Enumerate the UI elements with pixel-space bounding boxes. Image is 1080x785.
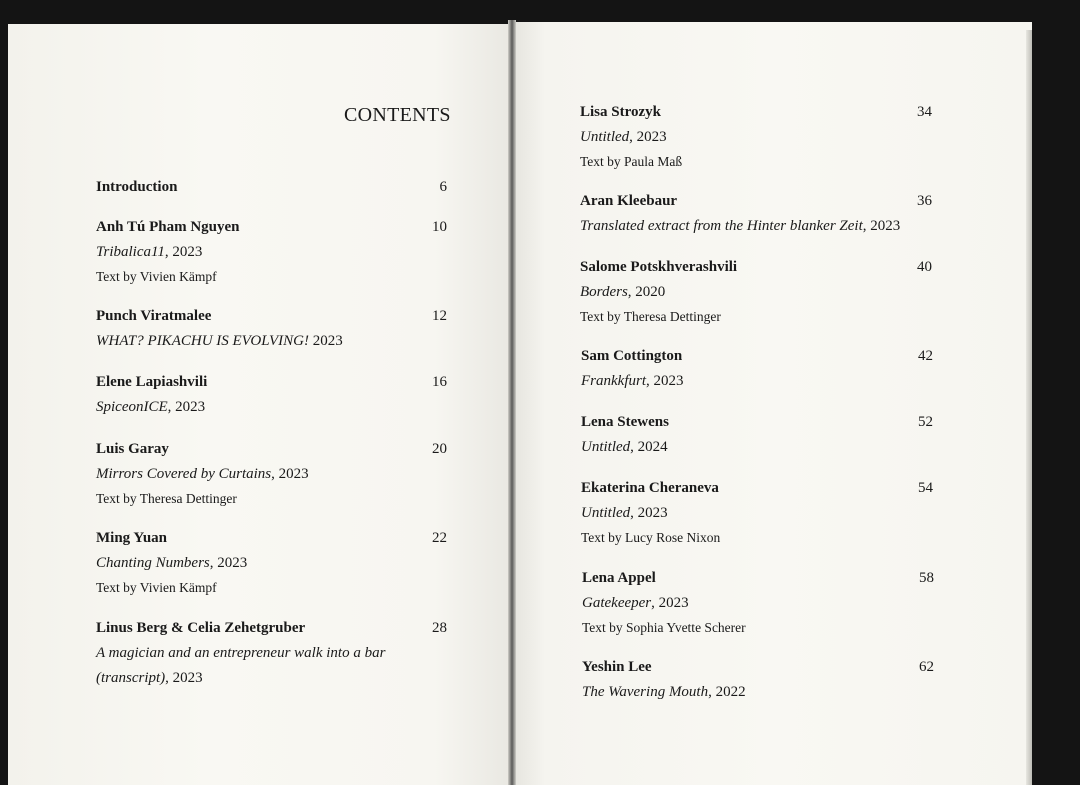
toc-entry [581,413,933,456]
toc-entry [580,103,932,171]
work-title: Untitled [581,505,631,521]
work-year: , 2023 [165,670,203,686]
work-year: 2023 [309,333,343,349]
entry-credit: Text by Vivien Kämpf [96,580,217,595]
entry-credit: Text by Lucy Rose Nixon [581,530,721,545]
work-year: , 2023 [209,555,248,571]
entry-work [96,465,309,483]
entry-artist: Ming Yuan [96,530,168,546]
work-title: Tribalica11 [96,244,165,260]
entry-credit: Text by Vivien Kämpf [96,269,217,284]
entry-page-number: 22 [432,530,447,546]
entry-artist: Lisa Strozyk [580,104,661,120]
work-title: Translated extract from the Hinter blanker Zeit [580,218,863,234]
entry-page-number: 6 [439,179,447,195]
entry-artist: Anh Tú Pham Nguyen [96,219,240,235]
entry-work [96,398,207,416]
entry-artist: Linus Berg & Celia Zehetgruber [96,620,306,636]
work-year: , 2020 [627,284,666,300]
work-year: , 2023 [651,595,689,611]
entry-page-number: 12 [432,308,447,324]
work-title-continued: (transcript) [96,670,166,686]
entry-credit: Text by Paula Maß [580,154,683,169]
entry-page-number: 42 [918,348,933,364]
entry-work [580,283,737,301]
work-year: , 2023 [629,129,667,145]
entry-work [580,128,682,146]
work-year: , 2022 [708,684,746,700]
entry-page-number: 16 [432,374,447,390]
work-year: , 2024 [630,439,668,455]
entry-page-number: 52 [918,414,933,430]
toc-entry [96,373,447,416]
entry-artist: Lena Stewens [581,414,669,430]
entry-credit: Text by Theresa Dettinger [96,491,237,506]
entry-page-number: 20 [432,441,447,457]
entry-artist: Punch Viratmalee [96,308,212,324]
toc-entry [96,218,447,286]
entry-page-number: 36 [917,193,932,209]
work-year: , 2023 [862,218,901,234]
entry-artist: Elene Lapiashvili [96,374,208,390]
toc-entry [582,658,934,701]
entry-work [96,332,343,350]
toc-entry [96,440,447,508]
entry-page-number: 28 [432,620,447,636]
book-gutter [508,20,516,785]
work-title: Borders [580,284,628,300]
work-title: Gatekeeper [582,595,652,611]
toc-entry [96,529,447,597]
toc-entry [582,569,934,637]
work-title: Frankkfurt [581,373,646,389]
entry-page-number: 54 [918,480,933,496]
toc-entry [96,307,447,350]
work-title: Chanting Numbers [96,555,210,571]
work-title: SpiceonICE [96,399,168,415]
entry-work [96,644,385,662]
entry-artist: Yeshin Lee [582,659,652,675]
work-year: , 2023 [646,373,684,389]
work-year: , 2023 [630,505,668,521]
work-title: A magician and an entrepreneur walk into a bar [96,645,386,661]
entry-artist: Luis Garay [96,441,169,457]
entry-artist: Salome Potskhverashvili [580,259,738,275]
contents-heading: CONTENTS [344,104,451,126]
entry-work [96,554,247,572]
toc-entry [580,192,932,235]
entry-page-number: 10 [432,219,447,235]
entry-artist: Sam Cottington [581,348,683,364]
entry-work [580,217,900,235]
work-year: , 2023 [167,399,206,415]
entry-artist: Aran Kleebaur [580,193,678,209]
entry-work-continued [96,669,385,687]
entry-work [581,372,684,390]
work-title: Untitled [580,129,630,145]
toc-entry [96,619,447,687]
entry-work [582,594,746,612]
toc-entry [580,258,932,326]
toc-entry [581,479,933,547]
entry-page-number: 34 [917,104,932,120]
entry-page-number: 62 [919,659,934,675]
work-title: Untitled [581,439,631,455]
entry-credit: Text by Theresa Dettinger [580,309,721,324]
work-title: Mirrors Covered by Curtains [96,466,272,482]
entry-artist: Lena Appel [582,570,656,586]
entry-page-number: 40 [917,259,932,275]
work-title: The Wavering Mouth [582,684,709,700]
toc-entry-introduction [96,178,447,196]
entry-credit: Text by Sophia Yvette Scherer [582,620,746,635]
work-year: , 2023 [164,244,203,260]
toc-entry [581,347,933,390]
entry-page-number: 58 [919,570,934,586]
entry-work [581,438,669,456]
entry-artist: Introduction [96,179,178,195]
entry-work [96,243,240,261]
entry-artist: Ekaterina Cheraneva [581,480,719,496]
entry-work [581,504,720,522]
work-year: , 2023 [271,466,309,482]
work-title: WHAT? PIKACHU IS EVOLVING! [96,333,310,349]
book-fore-edge [1026,30,1032,785]
entry-work [582,683,746,701]
